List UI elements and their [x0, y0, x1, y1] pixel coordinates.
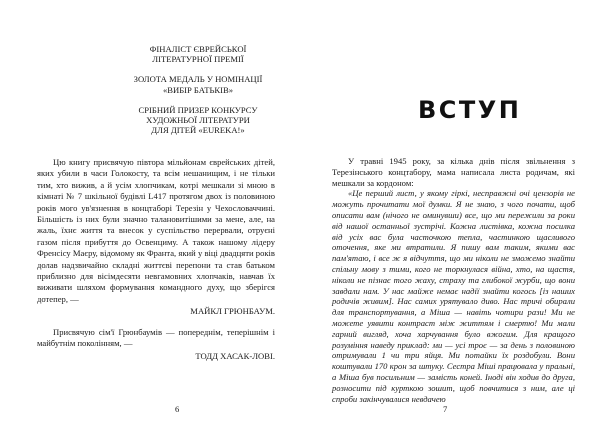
award-line: ДЛЯ ДІТЕЙ «EUREKA!» — [151, 125, 245, 136]
award-line: ФІНАЛІСТ ЄВРЕЙСЬКОЇ — [149, 44, 247, 54]
award-line: «ВИБІР БАТЬКІВ» — [162, 84, 234, 95]
award-line: ЗОЛОТА МЕДАЛЬ У НОМІНАЦІЇ — [133, 74, 263, 85]
dedication — [37, 157, 275, 362]
award-list — [98, 44, 298, 145]
dedication-signature: ТОДД ХАСАК-ЛОВІ. — [195, 350, 275, 361]
award-jewish-literary-prize — [98, 44, 298, 64]
chapter-title: ВСТУП — [418, 96, 522, 124]
award-line: ХУДОЖНЬОЇ ЛІТЕРАТУРИ — [146, 115, 250, 126]
award-line: СРІБНИЙ ПРИЗЕР КОНКУРСУ — [138, 104, 258, 115]
chapter-body — [332, 156, 575, 404]
dedication-paragraph: Цю книгу присвячую півтора мільйонам єврейських дітей, яких убили в часи Голокосту, та всім нешанищим, і не тільки тим, хто вижив, а й усім хлопчикам, котрі мешкали зі мною в кімнаті № 7 шкільної будівлі L417 протягом двох із половиною років мого ув'язнення в концтаборі Терезін у Чехословаччині. Більшість із них були значно талановитішими за мене, але, на жаль, їхнє життя та внесок у суспільство перервали, отруєні газом після прибуття до Освенциму. А також нашому лідеру Френсісу Маєру, відомому як Франта, який у віці двадцяти років долав надзвичайно складні життєві перепони та став батьком приблизно для вісімдесяти невгамовних хлопчаків, навчав їх виживати шляхом формування командного духу, що зберігся дотепер, — — [37, 157, 275, 304]
letter-paragraph: «Це перший лист, у якому гіркі, несправжні очі цензорів не можуть прочитати мої думки. Я не знаю, з чого почати, щоб описати вам (нічого не оминувши) все, що ми пережили за роки від нашої останньої зустрічі. Кожна листівка, кожна посилка від усіх вас була часточкою тепла, частинкою щасливого оточення, яке ми втратили. Я пишу вам таким, якими вас пам'ятаю, і все ж я відчуття, що ми ніколи не зможемо знайти спільну мову з тими, кого не торкнулася війна, хто, на щастя, ніколи не пізнає того жаху, страху та глибокої журби, що вони завдали нам. У нас майже немає надії знайти когось [із наших родичів живим]. Нас самих урятувало диво. Нас тричі обирали для транспортування, а Міша — навіть чотири рази! Ми не можете уявити контраст між життям і смертю! Ми мали гарний вигляд, хоча харчування було вжогим. Для кращого розуміння наведу приклад: ми — усі троє — за день з половиною отримували 1 чи три яйця. Ми потайки їх роздобули. Вони коштували 170 крон за штуку. Сестра Міші працювала у пральні, а Міша був посильним — замість коней. Іноді він ходив до друга, розносити під курткою зошит, щоб повчитися з ним, але ці спроби закінчувалися невдачею — [332, 188, 575, 404]
page-number-left: 6 — [175, 404, 180, 414]
award-line: ЛІТЕРАТУРНОЇ ПРЕМІЇ — [152, 54, 244, 65]
right-page — [300, 0, 600, 435]
intro-paragraph: У травні 1945 року, за кілька днів після звільнення з Терезінського концтабору, мама написала листа родичам, які мешкали за кордоном: — [332, 156, 575, 188]
dedication-signature: МАЙКЛ ГРЮНБАУМ. — [190, 306, 275, 317]
award-gold-medal — [98, 74, 298, 94]
dedication-paragraph: Присвячую сім'ї Грюнбаумів — попереднім, теперішнім і майбутнім поколінням, — — [37, 326, 275, 349]
award-silver-eureka — [98, 105, 298, 136]
page-number-right: 7 — [443, 404, 448, 414]
